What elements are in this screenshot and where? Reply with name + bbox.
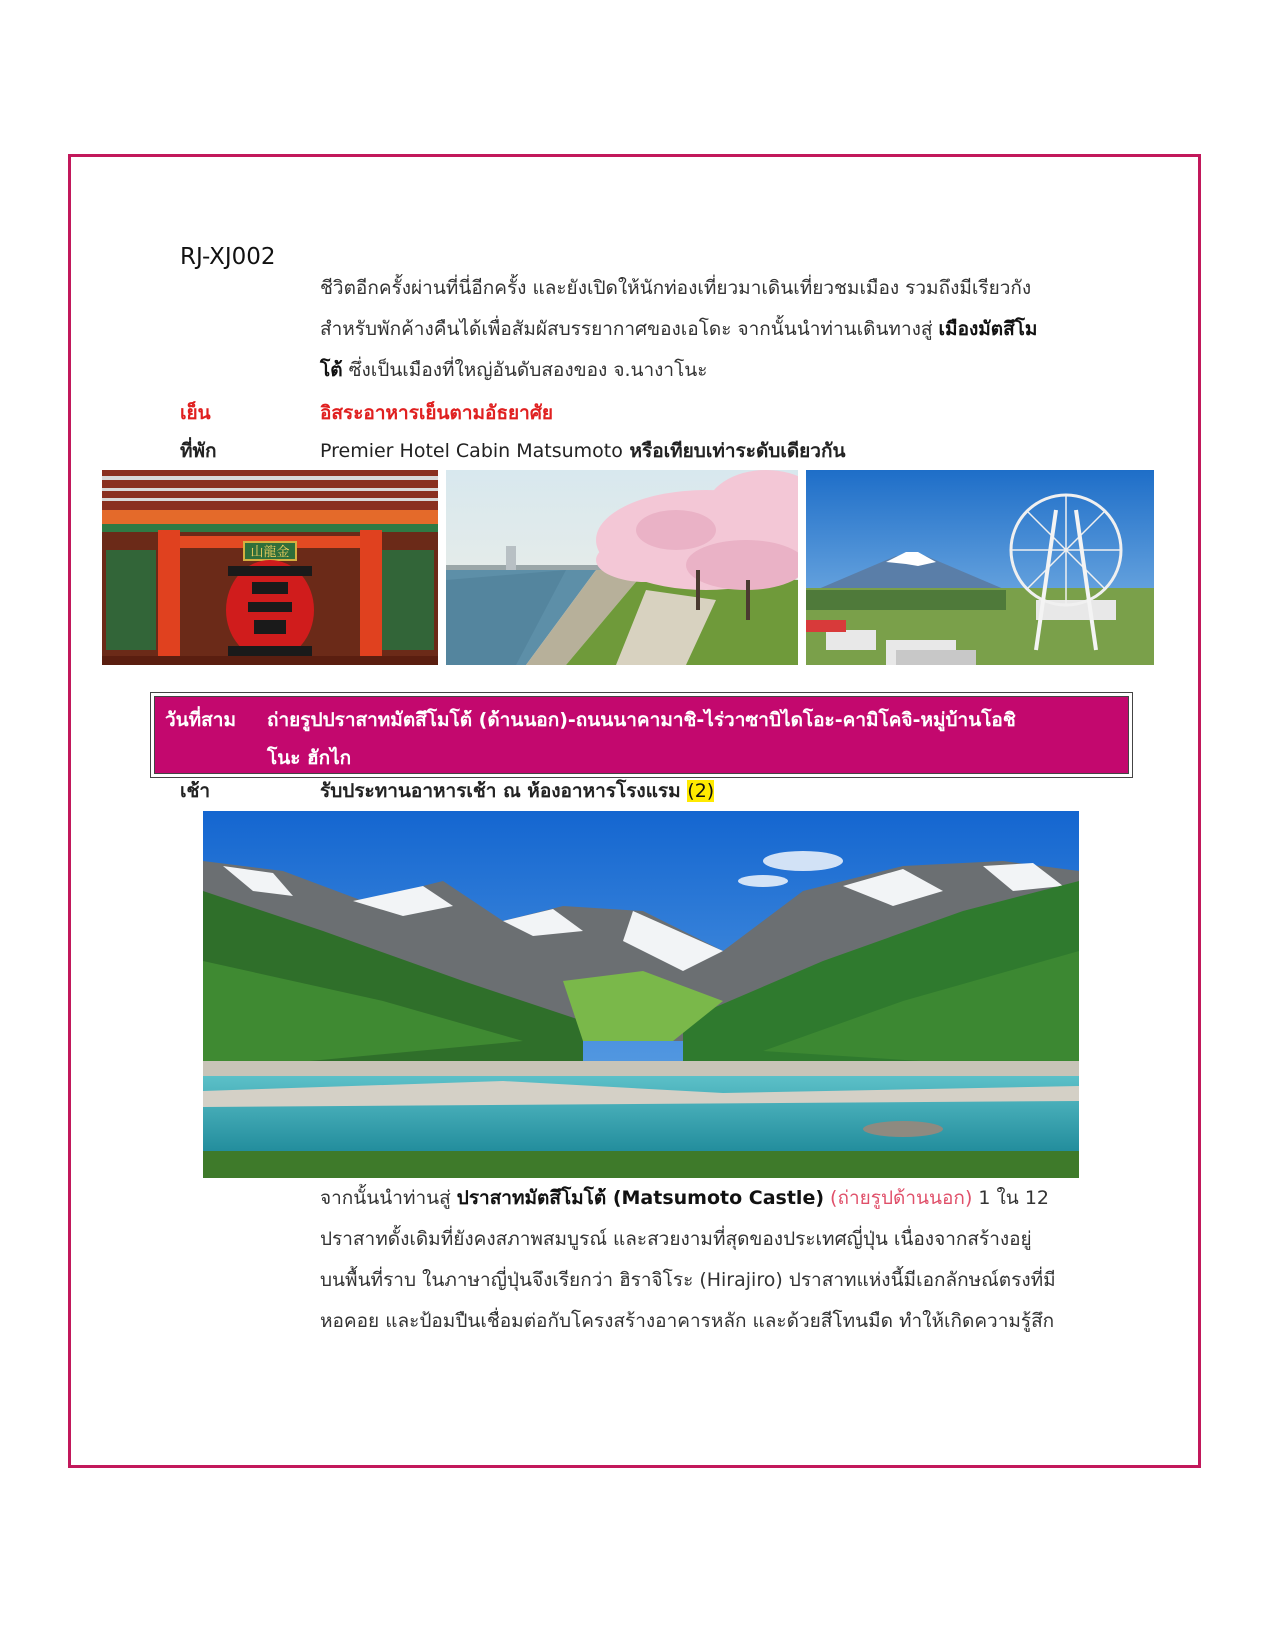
- dinner-label: เย็น: [180, 402, 211, 424]
- photo-cherry-blossom-river: [446, 470, 798, 665]
- city-name: เมืองมัตสึโม: [938, 318, 1038, 340]
- breakfast-label: เช้า: [180, 780, 211, 802]
- intro-line-1: ชีวิตอีกครั้งผ่านที่นี่อีกครั้ง และยังเปิดให้นักท่องเที่ยวมาเดินเที่ยวชมเมือง รวมถึงมีเรียวกัง: [320, 277, 1032, 299]
- meal-count-badge: (2): [687, 780, 715, 802]
- intro-line-2: สำหรับพักค้างคืนได้เพื่อสัมผัสบรรยากาศของเอโดะ จากนั้นนำท่านเดินทางสู่ เมืองมัตสึโม: [320, 318, 1038, 340]
- photo-fuji-amusement-park: [806, 470, 1154, 665]
- hotel-row: [180, 436, 845, 466]
- day3-label: วันที่สาม: [165, 709, 236, 731]
- photo-note: (ถ่ายรูปด้านนอก): [824, 1187, 973, 1209]
- intro-paragraph: [320, 268, 1090, 391]
- intro-line-3: โต้ ซึ่งเป็นเมืองที่ใหญ่อันดับสองของ จ.นางาโนะ: [320, 359, 708, 381]
- castle-line-4: หอคอย และป้อมปืนเชื่อมต่อกับโครงสร้างอาคารหลัก และด้วยสีโทนมืด ทำให้เกิดความรู้สึก: [320, 1310, 1055, 1332]
- castle-line-1: จากนั้นนำท่านสู่ ปราสาทมัตสึโมโต้ (Matsumoto Castle) (ถ่ายรูปด้านนอก) 1 ใน 12: [320, 1187, 1050, 1209]
- breakfast-row: [180, 776, 714, 806]
- hotel-label: ที่พัก: [180, 440, 217, 462]
- gate-sign-text: 山龍金: [250, 545, 290, 560]
- dinner-row: [180, 398, 553, 428]
- hotel-name: Premier Hotel Cabin Matsumoto: [320, 440, 623, 462]
- dinner-text: อิสระอาหารเย็นตามอัธยาศัย: [320, 402, 554, 424]
- tour-code: RJ-XJ002: [180, 244, 276, 270]
- photo-kamikochi-valley: [203, 811, 1079, 1178]
- breakfast-text: รับประทานอาหารเช้า ณ ห้องอาหารโรงแรม: [320, 780, 688, 802]
- castle-line-3: บนพื้นที่ราบ ในภาษาญี่ปุ่นจึงเรียกว่า ฮิราจิโระ (Hirajiro) ปราสาทแห่งนี้มีเอกลักษณ์ตรงที่มี: [320, 1269, 1056, 1291]
- photo-temple-gate: [102, 470, 438, 665]
- day3-title-line1: ถ่ายรูปปราสาทมัตสึโมโต้ (ด้านนอก)-ถนนนาคามาชิ-ไร่วาซาบิไดโอะ-คามิโคจิ-หมู่บ้านโอชิ: [267, 709, 1016, 731]
- day3-title-line2: โนะ ฮักไก: [267, 747, 352, 769]
- castle-line-2: ปราสาทดั้งเดิมที่ยังคงสภาพสมบูรณ์ และสวยงามที่สุดของประเทศญี่ปุ่น เนื่องจากสร้างอยู่: [320, 1228, 1032, 1250]
- hotel-suffix: หรือเทียบเท่าระดับเดียวกัน: [622, 440, 846, 462]
- castle-paragraph: [320, 1178, 1090, 1342]
- castle-name: ปราสาทมัตสึโมโต้ (Matsumoto Castle): [456, 1187, 825, 1209]
- day3-banner: [150, 692, 1133, 778]
